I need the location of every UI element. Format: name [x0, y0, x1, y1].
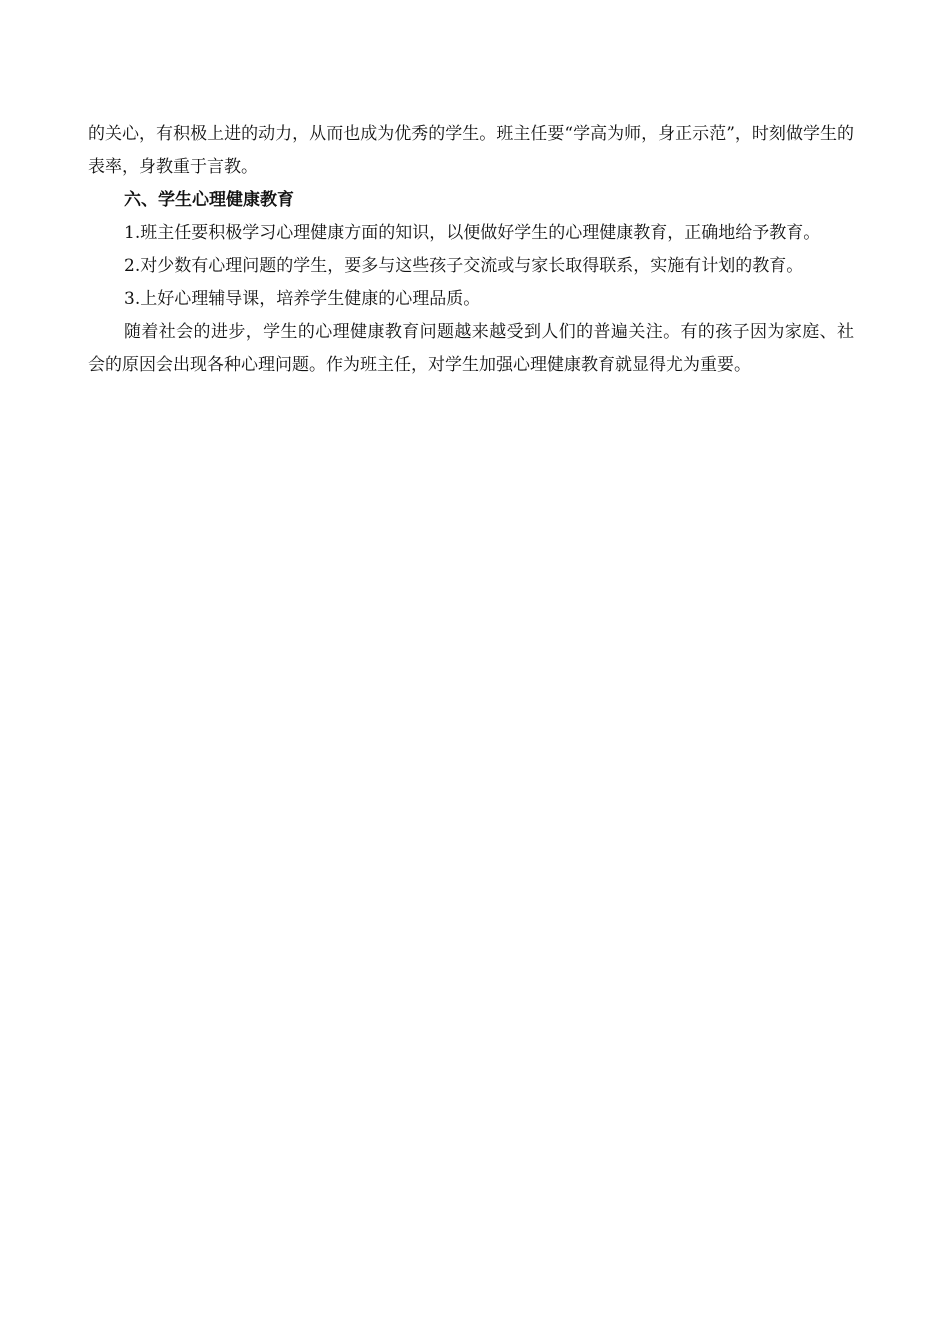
- list-item-1: 1.班主任要积极学习心理健康方面的知识，以便做好学生的心理健康教育，正确地给予教育。: [124, 223, 821, 243]
- section-heading: 六、学生心理健康教育: [124, 190, 294, 210]
- list-item-2: 2.对少数有心理问题的学生，要多与这些孩子交流或与家长取得联系，实施有计划的教育。: [124, 256, 804, 276]
- list-item-3: 3.上好心理辅导课，培养学生健康的心理品质。: [124, 289, 481, 309]
- paragraph-continuation: 的关心，有积极上进的动力，从而也成为优秀的学生。班主任要“学高为师，身正示范”，时刻做学生的表率，身教重于言教。: [88, 124, 854, 177]
- document-body: [88, 118, 854, 382]
- closing-paragraph: 随着社会的进步，学生的心理健康教育问题越来越受到人们的普遍关注。有的孩子因为家庭、社会的原因会出现各种心理问题。作为班主任，对学生加强心理健康教育就显得尤为重要。: [88, 322, 854, 375]
